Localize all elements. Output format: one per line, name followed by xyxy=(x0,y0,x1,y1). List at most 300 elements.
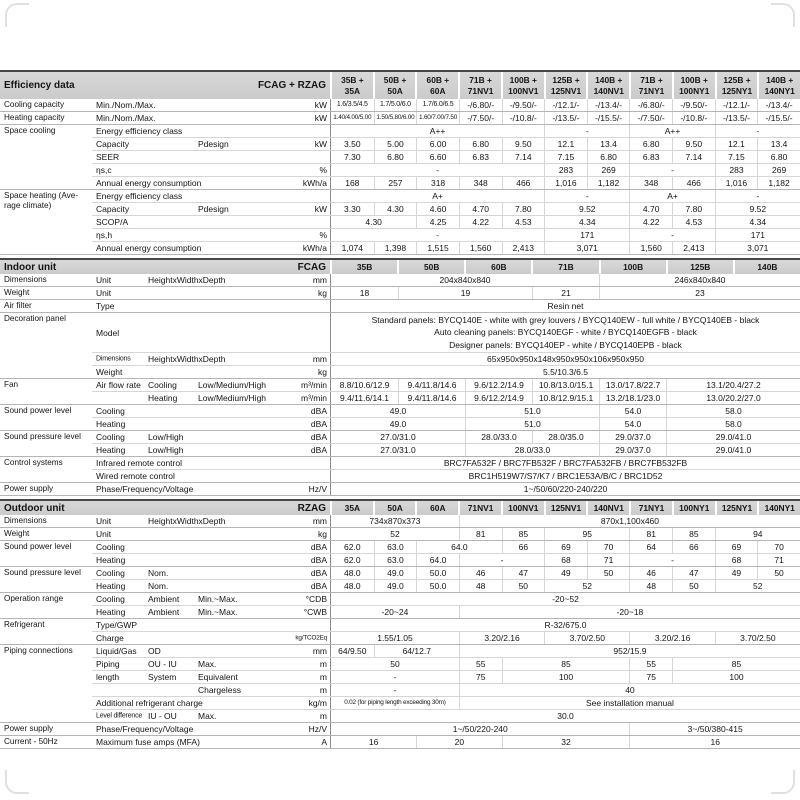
column-header xyxy=(759,501,800,515)
group-label: Dimensions xyxy=(4,516,47,525)
spec-table xyxy=(0,70,800,749)
spec-cell: 348 xyxy=(629,177,672,189)
row-cells xyxy=(330,405,800,417)
row-label: Heating xyxy=(96,581,126,591)
column-header-line: 50A xyxy=(387,85,403,96)
spec-cell: 1,398 xyxy=(374,242,417,254)
section-title-area xyxy=(0,72,330,99)
spec-row xyxy=(92,300,800,312)
spec-cell: 40 xyxy=(459,684,800,696)
row-cells xyxy=(330,632,800,644)
spec-group xyxy=(0,541,800,567)
row-label: Heating xyxy=(96,419,126,429)
spec-cell: 9.50 xyxy=(502,138,545,150)
row-label: Annual energy consumption xyxy=(96,178,202,188)
row-labels xyxy=(92,405,330,417)
unit-label: °CWB xyxy=(303,607,327,617)
row-labels xyxy=(92,177,330,189)
spec-cell: 28.0/33.0 xyxy=(465,431,532,443)
spec-row xyxy=(92,151,800,164)
spec-cell: 18 xyxy=(359,288,370,298)
spec-cell: 29.0/41.0 xyxy=(666,431,800,443)
column-header-line: 125B + xyxy=(552,74,580,85)
row-label: Unit xyxy=(96,516,112,526)
spec-row xyxy=(92,99,800,111)
row-cells xyxy=(330,125,800,137)
row-labels xyxy=(92,242,330,254)
spec-cell: 4.34 xyxy=(544,216,629,228)
spec-row xyxy=(92,313,800,353)
spec-cell: 48.0 xyxy=(344,568,361,578)
spec-cell: 6.80 xyxy=(629,138,672,150)
spec-cell: -/6.80/- xyxy=(459,99,502,111)
unit-label: kW xyxy=(314,100,327,110)
spec-cell: 4.70 xyxy=(459,203,502,215)
spec-cell: 54.0 xyxy=(599,418,666,430)
spec-cell: 4.70 xyxy=(629,203,672,215)
spec-cell: 64.0 xyxy=(416,541,501,553)
row-label: Ambient xyxy=(148,594,180,604)
row-label: Low/High xyxy=(148,445,184,455)
spec-cell: 62.0 xyxy=(344,542,361,552)
spec-group xyxy=(0,300,800,313)
spec-row xyxy=(92,606,800,618)
row-cells xyxy=(330,300,800,312)
spec-row xyxy=(92,164,800,177)
row-label: Ambient xyxy=(148,607,180,617)
row-label: Cooling xyxy=(96,432,125,442)
row-labels xyxy=(92,379,330,391)
spec-cell: 100 xyxy=(502,671,630,683)
spec-cell: 1,515 xyxy=(416,242,459,254)
row-cells xyxy=(330,645,800,657)
spec-cell: 10.8/13.0/15.1 xyxy=(532,379,599,391)
spec-row xyxy=(92,274,800,286)
row-label: Max. xyxy=(198,659,217,669)
row-cells xyxy=(330,723,800,735)
spec-cell: 1.50/5.80/6.00 xyxy=(374,112,417,124)
column-headers xyxy=(330,72,800,99)
spec-cell: 51.0 xyxy=(465,405,599,417)
column-header-line: 71NY1 xyxy=(638,85,665,96)
spec-cell: -/6.80/- xyxy=(629,99,672,111)
unit-label: mm xyxy=(312,354,327,364)
spec-group xyxy=(0,619,800,645)
spec-cell: -20~24 xyxy=(381,607,409,617)
row-label: HeightxWidthxDepth xyxy=(148,516,226,526)
section-outdoor xyxy=(0,499,800,749)
spec-row xyxy=(92,353,800,366)
group-label: Heating capacity xyxy=(4,113,65,122)
row-label: HeightxWidthxDepth xyxy=(148,275,226,285)
page-corner-bottom-left xyxy=(5,770,29,794)
spec-group xyxy=(0,379,800,405)
row-cells xyxy=(330,353,800,365)
row-cells xyxy=(330,177,800,189)
spec-cell: -/7.50/- xyxy=(629,112,672,124)
row-label: OU - IU xyxy=(148,659,177,669)
spec-cell: - xyxy=(393,672,397,682)
row-labels xyxy=(92,619,330,631)
column-header xyxy=(466,260,531,274)
group-rows xyxy=(92,125,800,189)
spec-cell: 9.50 xyxy=(672,138,715,150)
row-label: Additional refrigerant charge xyxy=(96,698,203,708)
spec-cell: 269 xyxy=(587,164,630,176)
row-labels xyxy=(92,138,330,150)
row-labels xyxy=(92,418,330,430)
row-cells xyxy=(330,418,800,430)
column-header-line: 140B xyxy=(757,261,778,272)
row-label: Dimensions xyxy=(96,355,131,363)
row-cells xyxy=(330,242,800,254)
group-rows xyxy=(92,619,800,644)
column-header-line: 50A xyxy=(387,502,403,513)
spec-cell: - xyxy=(715,190,800,202)
row-labels xyxy=(92,99,330,111)
group-rows xyxy=(92,736,800,748)
row-labels xyxy=(92,190,330,202)
row-label: Liquid/Gas xyxy=(96,646,137,656)
spec-row xyxy=(92,418,800,430)
spec-cell: BRC7FA532F / BRC7FB532F / BRC7FA532FB / BRC7FB532FB xyxy=(443,458,688,468)
row-label: Pdesign xyxy=(198,139,229,149)
spec-cell: 4.25 xyxy=(416,216,459,228)
column-header-line: 125B xyxy=(690,261,711,272)
row-label: Heating xyxy=(96,555,126,565)
group-rows xyxy=(92,723,800,735)
column-header-line: 60B xyxy=(491,261,507,272)
spec-group xyxy=(0,125,800,190)
spec-cell: 30.0 xyxy=(557,711,574,721)
spec-cell: 81 xyxy=(629,528,672,540)
group-label: Fan xyxy=(4,380,19,389)
row-labels xyxy=(92,431,330,443)
row-label: Cooling xyxy=(148,380,177,390)
column-header xyxy=(674,72,715,99)
spec-row xyxy=(92,470,800,482)
spec-cell: 10.8/12.9/15.1 xyxy=(532,392,599,404)
row-label: Low/Medium/High xyxy=(198,380,267,390)
spec-cell: 4.30 xyxy=(365,217,382,227)
spec-cell: 19 xyxy=(398,287,532,299)
spec-group xyxy=(0,190,800,255)
column-header xyxy=(668,260,733,274)
spec-group xyxy=(0,515,800,528)
row-cells xyxy=(330,444,800,456)
row-cells xyxy=(330,229,800,241)
spec-group xyxy=(0,405,800,431)
spec-row xyxy=(92,379,800,392)
spec-cell: 16 xyxy=(368,737,379,747)
column-header-line: 100NY1 xyxy=(679,85,710,96)
spec-cell: 29.0/37.0 xyxy=(599,431,666,443)
spec-cell: 48 xyxy=(629,580,672,592)
spec-row xyxy=(92,645,800,658)
spec-cell: A++ xyxy=(629,125,714,137)
spec-row xyxy=(92,125,800,138)
column-header-line: 71NY1 xyxy=(638,502,665,513)
row-label: Maximum fuse amps (MFA) xyxy=(96,737,200,747)
spec-cell: 71 xyxy=(757,554,800,566)
unit-label: m³/min xyxy=(301,380,327,390)
spec-cell: 7.80 xyxy=(502,203,545,215)
section-indoor xyxy=(0,258,800,496)
column-header-line: 125NY1 xyxy=(721,85,753,96)
spec-cell: 1,560 xyxy=(629,242,672,254)
spec-cell: 68 xyxy=(544,554,587,566)
row-cells xyxy=(330,606,800,618)
spec-cell: See installation manual xyxy=(459,697,800,709)
row-label: Cooling xyxy=(96,406,125,416)
spec-cell: 69 xyxy=(544,541,587,553)
spec-cell: 1.55/1.05 xyxy=(377,633,413,643)
column-header-line: 71NV1 xyxy=(467,85,494,96)
column-header xyxy=(332,260,397,274)
spec-cell: 81 xyxy=(459,528,502,540)
spec-cell: 0.02 (for piping length exceeding 30m) xyxy=(344,699,446,706)
spec-cell: - xyxy=(436,165,439,175)
spec-cell: - xyxy=(715,125,800,137)
spec-cell: 204x840x840 xyxy=(439,275,491,285)
column-header-line: 140NV1 xyxy=(593,502,624,513)
column-header xyxy=(332,72,373,99)
group-label: Power supply xyxy=(4,484,54,493)
group-label: Piping connections xyxy=(4,646,73,655)
column-header-line: 140NY1 xyxy=(764,85,795,96)
spec-cell: 9.4/11.8/14.6 xyxy=(398,379,465,391)
unit-label: °CDB xyxy=(305,594,327,604)
spec-row xyxy=(92,515,800,527)
row-cells xyxy=(330,736,800,748)
spec-cell: 1.7/5.0/6.0 xyxy=(374,99,417,111)
column-header xyxy=(546,501,587,515)
column-header xyxy=(332,501,373,515)
spec-cell: 64.0 xyxy=(416,554,459,566)
spec-cell: - xyxy=(393,685,397,695)
spec-row xyxy=(92,203,800,216)
column-header-line: 35B + xyxy=(341,74,364,85)
group-rows xyxy=(92,567,800,592)
row-label: HeightxWidthxDepth xyxy=(148,354,226,364)
spec-cell: - xyxy=(459,554,544,566)
spec-cell: -/9.50/- xyxy=(502,99,545,111)
spec-cell: 21 xyxy=(532,287,599,299)
column-header xyxy=(503,72,544,99)
spec-cell: 3.20/2.16 xyxy=(459,632,544,644)
row-labels xyxy=(92,313,330,352)
spec-cell: 50 xyxy=(502,580,545,592)
spec-row xyxy=(92,483,800,495)
spec-cell: 283 xyxy=(715,164,758,176)
spec-cell: 734x870x373 xyxy=(369,516,421,526)
row-cells xyxy=(330,99,800,111)
column-header-line: 125NY1 xyxy=(721,502,753,513)
spec-cell: 66 xyxy=(502,541,545,553)
row-cells xyxy=(330,274,800,286)
row-labels xyxy=(92,580,330,592)
spec-cell: 49 xyxy=(715,567,758,579)
group-label: Current - 50Hz xyxy=(4,737,58,746)
spec-cell: 64/12.7 xyxy=(374,645,459,657)
spec-cell: 23 xyxy=(599,287,800,299)
spec-cell: 63.0 xyxy=(374,554,417,566)
section-title: Indoor unit xyxy=(4,261,57,273)
spec-cell: 1.6/3.5/4.5 xyxy=(336,101,368,108)
group-label: Sound power level xyxy=(4,542,72,551)
column-header xyxy=(533,260,598,274)
spec-cell: 52 xyxy=(715,580,800,592)
row-label: Heating xyxy=(96,607,126,617)
spec-cell: 3.20/2.16 xyxy=(629,632,714,644)
row-label: Max. xyxy=(198,711,217,721)
spec-cell: 6.80 xyxy=(459,138,502,150)
spec-group xyxy=(0,457,800,483)
row-cells xyxy=(330,567,800,579)
group-rows xyxy=(92,313,800,378)
column-header-line: 100NV1 xyxy=(508,85,539,96)
row-cells xyxy=(330,619,800,631)
spec-cell: 6.83 xyxy=(459,151,502,163)
row-cells xyxy=(330,287,800,299)
spec-cell: 20 xyxy=(416,736,501,748)
spec-cell: A++ xyxy=(429,126,446,136)
column-header xyxy=(631,72,672,99)
spec-row xyxy=(92,528,800,540)
column-header xyxy=(460,501,501,515)
spec-cell: 85 xyxy=(672,658,800,670)
section-model-code: FCAG + RZAG xyxy=(257,80,326,91)
unit-label: % xyxy=(319,230,327,240)
spec-cell: 1,182 xyxy=(757,177,800,189)
cell-line: Designer panels: BYCQ140EP - white / BYCQ140EPB - black xyxy=(449,339,682,350)
spec-cell: 64/9.50 xyxy=(338,646,367,656)
spec-cell: -/13.5/- xyxy=(715,112,758,124)
unit-label: mm xyxy=(312,275,327,285)
row-cells xyxy=(330,580,800,592)
spec-cell: 13.0/17.8/22.7 xyxy=(599,379,666,391)
row-cells xyxy=(330,138,800,150)
row-cells xyxy=(330,470,800,482)
spec-cell: 50 xyxy=(757,567,800,579)
row-cells xyxy=(330,392,800,404)
row-labels xyxy=(92,216,330,228)
spec-cell: 4.53 xyxy=(672,216,715,228)
row-label: Piping xyxy=(96,659,120,669)
spec-cell: 168 xyxy=(345,178,360,188)
spec-row xyxy=(92,190,800,203)
row-labels xyxy=(92,684,330,696)
group-rows xyxy=(92,274,800,286)
column-header-line: 125B + xyxy=(723,74,751,85)
spec-row xyxy=(92,431,800,444)
spec-cell: 13.2/18.1/23.0 xyxy=(599,392,666,404)
row-cells xyxy=(330,164,800,176)
spec-cell: 1~/50/220-240 xyxy=(452,724,508,734)
group-rows xyxy=(92,541,800,566)
spec-cell: 32 xyxy=(502,736,630,748)
row-labels xyxy=(92,528,330,540)
group-label: Space heating (Ave-rage climate) xyxy=(4,191,79,210)
column-header-line: 35A xyxy=(344,85,361,96)
spec-group xyxy=(0,567,800,593)
row-labels xyxy=(92,515,330,527)
spec-cell: 6.80 xyxy=(374,151,417,163)
spec-cell: 3~/50/380-415 xyxy=(629,723,800,735)
spec-cell: 28.0/35.0 xyxy=(532,431,599,443)
spec-cell: 4.34 xyxy=(715,216,800,228)
row-label: Model xyxy=(96,327,120,338)
column-headers xyxy=(330,501,800,515)
group-label: Sound power level xyxy=(4,406,72,415)
row-label: Unit xyxy=(96,275,112,285)
row-labels xyxy=(92,658,330,670)
unit-label: dBA xyxy=(310,581,327,591)
spec-cell: 51.0 xyxy=(465,418,599,430)
unit-label: kg xyxy=(318,529,327,539)
spec-cell: - xyxy=(436,230,439,240)
spec-cell: 13.0/20.2/27.0 xyxy=(666,392,800,404)
group-rows xyxy=(92,287,800,299)
unit-label: Hz/V xyxy=(308,724,327,734)
spec-cell: 12.1 xyxy=(715,138,758,150)
spec-cell: 283 xyxy=(544,164,587,176)
row-label: SEER xyxy=(96,152,120,162)
spec-cell: 8.8/10.6/12.9 xyxy=(339,380,390,390)
spec-cell: - xyxy=(544,190,629,202)
unit-label: dBA xyxy=(310,542,327,552)
unit-label: dBA xyxy=(310,445,327,455)
row-label: Cooling xyxy=(96,594,125,604)
column-header-line: 140NV1 xyxy=(593,85,624,96)
spec-cell: - xyxy=(544,125,629,137)
column-header-line: 50B + xyxy=(383,74,407,85)
spec-cell: 12.1 xyxy=(544,138,587,150)
unit-label: A xyxy=(321,737,327,747)
spec-cell: -/13.5/- xyxy=(544,112,587,124)
spec-cell: 6.80 xyxy=(587,151,630,163)
row-labels xyxy=(92,151,330,163)
spec-cell: 2,413 xyxy=(502,242,545,254)
unit-label: Hz/V xyxy=(308,484,327,494)
spec-cell: 13.1/20.4/27.2 xyxy=(666,379,800,391)
spec-cell: 5.5/10.3/6.5 xyxy=(543,367,588,377)
spec-cell: 171 xyxy=(544,229,629,241)
spec-cell: 50.0 xyxy=(416,567,459,579)
row-cells xyxy=(330,515,800,527)
group-rows xyxy=(92,99,800,111)
row-label: Wired remote control xyxy=(96,471,175,481)
column-header xyxy=(601,260,666,274)
unit-label: kg/TCO2Eq xyxy=(295,634,327,642)
row-label: SCOP/A xyxy=(96,217,129,227)
spec-cell: -/9.50/- xyxy=(672,99,715,111)
row-label: Unit xyxy=(96,529,112,539)
group-label: Weight xyxy=(4,529,30,538)
group-label: Sound pressure level xyxy=(4,568,81,577)
column-header-line: 100B xyxy=(623,261,644,272)
spec-cell: 85 xyxy=(672,528,715,540)
row-label: Heating xyxy=(96,445,126,455)
spec-group xyxy=(0,313,800,379)
spec-cell: 3.70/2.50 xyxy=(715,632,800,644)
row-cells xyxy=(330,379,800,391)
section-title: Outdoor unit xyxy=(4,502,65,514)
spec-row xyxy=(92,684,800,697)
unit-label: kg/m xyxy=(308,698,327,708)
spec-cell: 58.0 xyxy=(666,405,800,417)
row-labels xyxy=(92,457,330,469)
